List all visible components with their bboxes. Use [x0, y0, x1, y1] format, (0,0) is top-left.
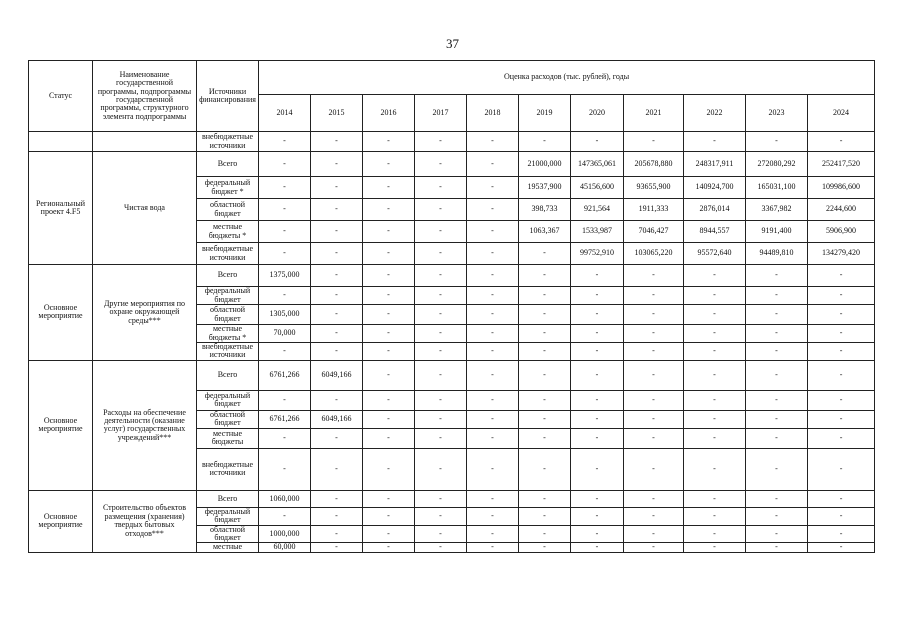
- value-cell: -: [684, 410, 746, 428]
- value-cell: -: [259, 428, 311, 448]
- value-cell: -: [415, 343, 467, 361]
- source-cell: местные бюджеты: [197, 428, 259, 448]
- value-cell: 1060,000: [259, 490, 311, 507]
- value-cell: 93655,900: [624, 177, 684, 199]
- value-cell: -: [259, 221, 311, 243]
- value-cell: -: [467, 428, 519, 448]
- value-cell: -: [624, 132, 684, 152]
- value-cell: -: [571, 343, 624, 361]
- value-cell: -: [519, 525, 571, 543]
- value-cell: -: [808, 543, 875, 552]
- value-cell: -: [259, 132, 311, 152]
- value-cell: -: [311, 177, 363, 199]
- value-cell: -: [311, 287, 363, 305]
- value-cell: -: [808, 325, 875, 343]
- value-cell: -: [519, 507, 571, 525]
- value-cell: 9191,400: [746, 221, 808, 243]
- value-cell: -: [311, 243, 363, 265]
- value-cell: -: [624, 507, 684, 525]
- budget-table: [28, 60, 875, 553]
- value-cell: -: [746, 507, 808, 525]
- value-cell: -: [519, 360, 571, 390]
- status-cell: Основное мероприятие: [29, 360, 93, 490]
- value-cell: 109986,600: [808, 177, 875, 199]
- value-cell: -: [415, 199, 467, 221]
- value-cell: -: [746, 360, 808, 390]
- value-cell: -: [684, 428, 746, 448]
- value-cell: -: [467, 448, 519, 490]
- value-cell: -: [467, 490, 519, 507]
- value-cell: -: [519, 343, 571, 361]
- value-cell: -: [624, 287, 684, 305]
- value-cell: -: [808, 525, 875, 543]
- value-cell: 1375,000: [259, 265, 311, 287]
- value-cell: -: [808, 265, 875, 287]
- value-cell: -: [363, 525, 415, 543]
- value-cell: -: [311, 199, 363, 221]
- value-cell: -: [624, 543, 684, 552]
- value-cell: -: [808, 490, 875, 507]
- value-cell: -: [467, 221, 519, 243]
- value-cell: -: [684, 325, 746, 343]
- value-cell: 5906,900: [808, 221, 875, 243]
- header-year: 2023: [746, 95, 808, 132]
- source-cell: федеральный бюджет: [197, 287, 259, 305]
- value-cell: -: [571, 410, 624, 428]
- value-cell: -: [624, 360, 684, 390]
- value-cell: -: [415, 543, 467, 552]
- value-cell: -: [415, 507, 467, 525]
- value-cell: -: [571, 448, 624, 490]
- value-cell: -: [467, 525, 519, 543]
- table-row: [29, 265, 875, 287]
- value-cell: -: [415, 152, 467, 177]
- source-cell: внебюджетные источники: [197, 343, 259, 361]
- table-header: [29, 61, 875, 132]
- value-cell: -: [415, 132, 467, 152]
- value-cell: -: [519, 390, 571, 410]
- value-cell: 1533,987: [571, 221, 624, 243]
- source-cell: областной бюджет: [197, 410, 259, 428]
- source-cell: Всего: [197, 360, 259, 390]
- source-cell: местные бюджеты *: [197, 325, 259, 343]
- value-cell: -: [415, 390, 467, 410]
- value-cell: -: [808, 448, 875, 490]
- value-cell: -: [311, 265, 363, 287]
- value-cell: 252417,520: [808, 152, 875, 177]
- value-cell: -: [415, 428, 467, 448]
- value-cell: -: [746, 343, 808, 361]
- value-cell: -: [259, 343, 311, 361]
- value-cell: -: [624, 525, 684, 543]
- value-cell: -: [363, 177, 415, 199]
- value-cell: 134279,420: [808, 243, 875, 265]
- name-cell: Расходы на обеспечение деятельности (оказание услуг) государственных учреждений***: [93, 360, 197, 490]
- value-cell: -: [684, 525, 746, 543]
- value-cell: -: [519, 305, 571, 325]
- value-cell: -: [519, 132, 571, 152]
- value-cell: -: [746, 390, 808, 410]
- value-cell: 19537,900: [519, 177, 571, 199]
- value-cell: -: [363, 448, 415, 490]
- value-cell: -: [363, 390, 415, 410]
- value-cell: 6761,266: [259, 410, 311, 428]
- value-cell: -: [363, 265, 415, 287]
- value-cell: -: [415, 525, 467, 543]
- value-cell: -: [684, 287, 746, 305]
- value-cell: -: [259, 390, 311, 410]
- value-cell: -: [684, 343, 746, 361]
- value-cell: -: [746, 410, 808, 428]
- value-cell: 205678,880: [624, 152, 684, 177]
- value-cell: -: [519, 287, 571, 305]
- value-cell: -: [467, 343, 519, 361]
- value-cell: 147365,061: [571, 152, 624, 177]
- value-cell: -: [467, 360, 519, 390]
- table-row: [29, 152, 875, 177]
- source-cell: Всего: [197, 265, 259, 287]
- value-cell: -: [746, 448, 808, 490]
- value-cell: -: [684, 490, 746, 507]
- value-cell: 8944,557: [684, 221, 746, 243]
- source-cell: внебюджетные источники: [197, 243, 259, 265]
- value-cell: -: [415, 360, 467, 390]
- value-cell: -: [519, 543, 571, 552]
- status-cell: Региональный проект 4.F5: [29, 152, 93, 265]
- value-cell: -: [363, 507, 415, 525]
- status-cell: Основное мероприятие: [29, 490, 93, 552]
- value-cell: -: [624, 490, 684, 507]
- value-cell: -: [311, 448, 363, 490]
- value-cell: -: [259, 448, 311, 490]
- table-row: [29, 490, 875, 507]
- value-cell: -: [746, 428, 808, 448]
- value-cell: 6049,166: [311, 410, 363, 428]
- value-cell: -: [259, 243, 311, 265]
- value-cell: -: [571, 265, 624, 287]
- value-cell: 94489,810: [746, 243, 808, 265]
- status-cell: Основное мероприятие: [29, 265, 93, 361]
- value-cell: 21000,000: [519, 152, 571, 177]
- value-cell: -: [467, 265, 519, 287]
- name-cell: Другие мероприятия по охране окружающей среды***: [93, 265, 197, 361]
- source-cell: федеральный бюджет: [197, 507, 259, 525]
- name-cell: Чистая вода: [93, 152, 197, 265]
- value-cell: -: [415, 265, 467, 287]
- value-cell: -: [519, 325, 571, 343]
- value-cell: -: [467, 410, 519, 428]
- value-cell: 3367,982: [746, 199, 808, 221]
- value-cell: -: [571, 428, 624, 448]
- value-cell: -: [684, 507, 746, 525]
- value-cell: -: [259, 199, 311, 221]
- value-cell: -: [808, 360, 875, 390]
- value-cell: -: [624, 343, 684, 361]
- value-cell: -: [311, 221, 363, 243]
- value-cell: -: [363, 287, 415, 305]
- value-cell: -: [746, 490, 808, 507]
- header-estimate: Оценка расходов (тыс. рублей), годы: [259, 61, 875, 95]
- value-cell: -: [363, 410, 415, 428]
- value-cell: -: [415, 287, 467, 305]
- header-year: 2022: [684, 95, 746, 132]
- value-cell: -: [311, 325, 363, 343]
- value-cell: 140924,700: [684, 177, 746, 199]
- value-cell: -: [311, 428, 363, 448]
- header-year: 2019: [519, 95, 571, 132]
- value-cell: 6049,166: [311, 360, 363, 390]
- value-cell: -: [311, 525, 363, 543]
- value-cell: -: [415, 325, 467, 343]
- value-cell: -: [684, 448, 746, 490]
- value-cell: -: [684, 390, 746, 410]
- value-cell: -: [363, 343, 415, 361]
- source-cell: областной бюджет: [197, 199, 259, 221]
- source-cell: внебюджетные источники: [197, 132, 259, 152]
- value-cell: 99752,910: [571, 243, 624, 265]
- value-cell: -: [519, 428, 571, 448]
- value-cell: -: [808, 428, 875, 448]
- value-cell: -: [808, 132, 875, 152]
- value-cell: -: [311, 305, 363, 325]
- source-cell: Всего: [197, 490, 259, 507]
- value-cell: 95572,640: [684, 243, 746, 265]
- value-cell: -: [624, 428, 684, 448]
- source-cell: федеральный бюджет *: [197, 177, 259, 199]
- value-cell: 103065,220: [624, 243, 684, 265]
- value-cell: -: [519, 490, 571, 507]
- value-cell: -: [808, 410, 875, 428]
- source-cell: местные бюджеты *: [197, 221, 259, 243]
- table-row: [29, 132, 875, 152]
- value-cell: -: [415, 490, 467, 507]
- value-cell: -: [746, 265, 808, 287]
- value-cell: -: [311, 132, 363, 152]
- value-cell: 921,564: [571, 199, 624, 221]
- value-cell: -: [571, 543, 624, 552]
- value-cell: -: [415, 448, 467, 490]
- value-cell: 1063,367: [519, 221, 571, 243]
- value-cell: -: [808, 390, 875, 410]
- name-cell: Строительство объектов размещения (хранения) твердых бытовых отходов***: [93, 490, 197, 552]
- value-cell: -: [311, 490, 363, 507]
- value-cell: -: [684, 543, 746, 552]
- value-cell: -: [467, 507, 519, 525]
- value-cell: -: [624, 325, 684, 343]
- value-cell: -: [415, 410, 467, 428]
- header-name: Наименование государственной программы, подпрограммы государственной программы, структурного элемента подпрограммы: [93, 61, 197, 132]
- value-cell: -: [571, 287, 624, 305]
- value-cell: -: [684, 305, 746, 325]
- value-cell: -: [311, 343, 363, 361]
- header-year: 2018: [467, 95, 519, 132]
- value-cell: -: [746, 325, 808, 343]
- value-cell: -: [519, 243, 571, 265]
- value-cell: -: [571, 525, 624, 543]
- value-cell: -: [624, 410, 684, 428]
- value-cell: 2244,600: [808, 199, 875, 221]
- value-cell: -: [746, 287, 808, 305]
- value-cell: -: [363, 360, 415, 390]
- value-cell: -: [571, 305, 624, 325]
- value-cell: 6761,266: [259, 360, 311, 390]
- value-cell: -: [467, 305, 519, 325]
- value-cell: -: [363, 428, 415, 448]
- value-cell: -: [467, 132, 519, 152]
- value-cell: -: [519, 265, 571, 287]
- header-year: 2024: [808, 95, 875, 132]
- value-cell: -: [808, 305, 875, 325]
- value-cell: -: [624, 265, 684, 287]
- value-cell: -: [363, 325, 415, 343]
- value-cell: -: [467, 243, 519, 265]
- value-cell: 45156,600: [571, 177, 624, 199]
- value-cell: -: [415, 243, 467, 265]
- value-cell: -: [259, 287, 311, 305]
- source-cell: областной бюджет: [197, 525, 259, 543]
- value-cell: 1305,000: [259, 305, 311, 325]
- value-cell: -: [363, 305, 415, 325]
- value-cell: -: [467, 152, 519, 177]
- value-cell: -: [363, 152, 415, 177]
- value-cell: -: [467, 543, 519, 552]
- value-cell: -: [467, 287, 519, 305]
- header-status: Статус: [29, 61, 93, 132]
- value-cell: -: [311, 543, 363, 552]
- source-cell: внебюджетные источники: [197, 448, 259, 490]
- header-year: 2016: [363, 95, 415, 132]
- value-cell: 7046,427: [624, 221, 684, 243]
- value-cell: -: [467, 199, 519, 221]
- value-cell: -: [624, 448, 684, 490]
- value-cell: -: [571, 507, 624, 525]
- value-cell: -: [746, 543, 808, 552]
- source-cell: Всего: [197, 152, 259, 177]
- value-cell: -: [259, 177, 311, 199]
- value-cell: 70,000: [259, 325, 311, 343]
- value-cell: 165031,100: [746, 177, 808, 199]
- value-cell: -: [624, 305, 684, 325]
- value-cell: -: [571, 325, 624, 343]
- value-cell: -: [684, 360, 746, 390]
- value-cell: -: [571, 390, 624, 410]
- value-cell: -: [571, 490, 624, 507]
- value-cell: -: [808, 507, 875, 525]
- value-cell: -: [571, 132, 624, 152]
- value-cell: 2876,014: [684, 199, 746, 221]
- header-year: 2021: [624, 95, 684, 132]
- value-cell: -: [415, 177, 467, 199]
- value-cell: 398,733: [519, 199, 571, 221]
- header-year: 2014: [259, 95, 311, 132]
- value-cell: -: [746, 305, 808, 325]
- name-cell: [93, 132, 197, 152]
- value-cell: -: [519, 448, 571, 490]
- value-cell: -: [684, 132, 746, 152]
- value-cell: -: [415, 305, 467, 325]
- value-cell: -: [363, 221, 415, 243]
- value-cell: -: [684, 265, 746, 287]
- value-cell: 1000,000: [259, 525, 311, 543]
- value-cell: 248317,911: [684, 152, 746, 177]
- value-cell: -: [311, 152, 363, 177]
- value-cell: -: [311, 507, 363, 525]
- value-cell: -: [415, 221, 467, 243]
- value-cell: -: [808, 287, 875, 305]
- status-cell: [29, 132, 93, 152]
- value-cell: -: [624, 390, 684, 410]
- value-cell: -: [259, 507, 311, 525]
- value-cell: -: [467, 177, 519, 199]
- header-year: 2020: [571, 95, 624, 132]
- value-cell: -: [467, 325, 519, 343]
- value-cell: 1911,333: [624, 199, 684, 221]
- value-cell: -: [571, 360, 624, 390]
- value-cell: -: [363, 243, 415, 265]
- value-cell: -: [746, 132, 808, 152]
- header-sources: Источники финансирования: [197, 61, 259, 132]
- value-cell: -: [808, 343, 875, 361]
- value-cell: -: [311, 390, 363, 410]
- source-cell: местные: [197, 543, 259, 552]
- value-cell: -: [363, 543, 415, 552]
- table-row: [29, 360, 875, 390]
- page-number: 37: [446, 36, 459, 51]
- value-cell: 60,000: [259, 543, 311, 552]
- value-cell: -: [259, 152, 311, 177]
- table-body: [29, 132, 875, 553]
- value-cell: -: [746, 525, 808, 543]
- value-cell: -: [467, 390, 519, 410]
- source-cell: федеральный бюджет: [197, 390, 259, 410]
- value-cell: -: [363, 490, 415, 507]
- header-year: 2017: [415, 95, 467, 132]
- value-cell: -: [363, 199, 415, 221]
- value-cell: -: [363, 132, 415, 152]
- header-year: 2015: [311, 95, 363, 132]
- value-cell: -: [519, 410, 571, 428]
- source-cell: областной бюджет: [197, 305, 259, 325]
- value-cell: 272080,292: [746, 152, 808, 177]
